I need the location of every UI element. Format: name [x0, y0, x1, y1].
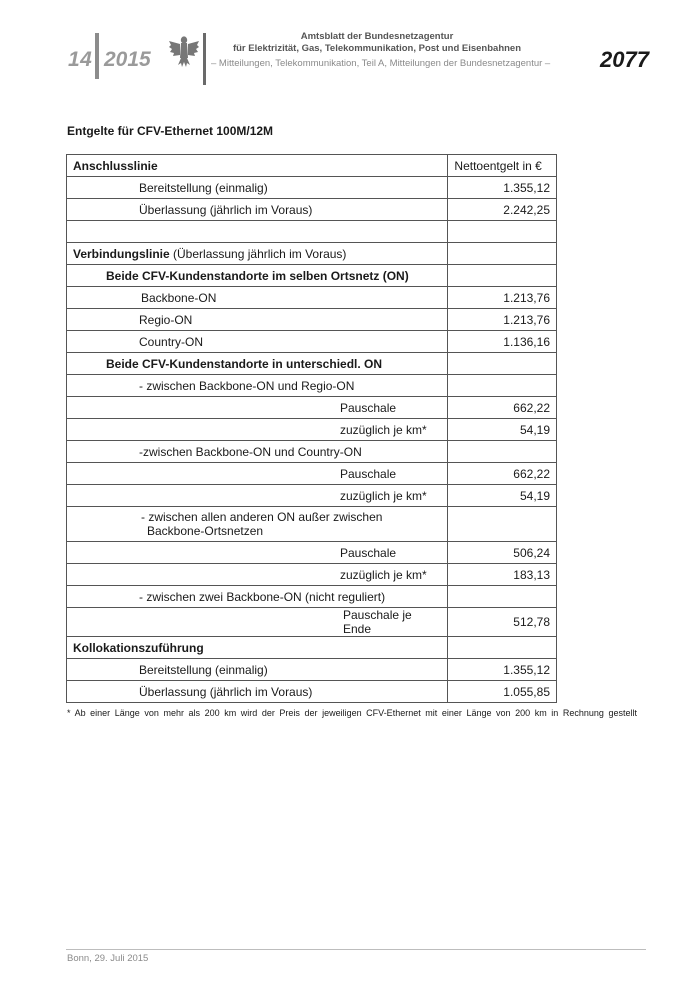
column-header-description: Anschlusslinie	[67, 155, 448, 177]
row-label: - zwischen zwei Backbone-ON (nicht reguliert)	[139, 589, 386, 604]
table-row	[67, 507, 557, 542]
row-value: 2.242,25	[448, 199, 557, 221]
row-value: 662,22	[448, 397, 557, 419]
row-value: 1.355,12	[448, 177, 557, 199]
row-label: zuzüglich je km*	[340, 567, 427, 582]
table-row	[67, 287, 557, 309]
row-label: -zwischen Backbone-ON und Country-ON	[139, 444, 362, 459]
table-row	[67, 397, 557, 419]
row-label: Pauschale	[340, 400, 397, 415]
publication-title-line1: Amtsblatt der Bundesnetzagentur	[300, 31, 454, 42]
row-value: 54,19	[448, 419, 557, 441]
row-label: zuzüglich je km*	[340, 488, 427, 503]
table-row	[67, 331, 557, 353]
subsection-heading: Beide CFV-Kundenstandorte im selben Ortsnetz (ON)	[106, 268, 409, 283]
table-row	[67, 659, 557, 681]
table-row	[67, 199, 557, 221]
header-divider-2	[203, 33, 206, 85]
footer-date: Bonn, 29. Juli 2015	[67, 953, 149, 964]
table-subsection-row	[67, 353, 557, 375]
row-label: Pauschale	[340, 545, 397, 560]
header-divider	[95, 33, 99, 79]
row-value: 506,24	[448, 542, 557, 564]
row-value: 1.213,76	[448, 309, 557, 331]
row-label: Bereitstellung (einmalig)	[139, 662, 268, 677]
row-label: Pauschale je Ende	[343, 608, 412, 636]
row-label: - zwischen Backbone-ON und Regio-ON	[139, 378, 355, 393]
table-row-empty	[67, 221, 557, 243]
section-heading-note: (Überlassung jährlich im Voraus)	[169, 246, 347, 261]
table-row	[67, 681, 557, 703]
table-row	[67, 375, 557, 397]
row-value: 1.055,85	[448, 681, 557, 703]
table-section-row	[67, 637, 557, 659]
row-label: Pauschale	[340, 466, 397, 481]
row-value	[448, 265, 557, 287]
subsection-heading: Beide CFV-Kundenstandorte in unterschiedl. ON	[106, 356, 383, 371]
row-label	[67, 221, 448, 243]
table-row	[67, 441, 557, 463]
row-label: Überlassung (jährlich im Voraus)	[139, 684, 313, 699]
table-row	[67, 608, 557, 637]
row-value	[448, 353, 557, 375]
page-title: Entgelte für CFV-Ethernet 100M/12M	[67, 124, 274, 138]
row-value	[448, 507, 557, 542]
row-value: 183,13	[448, 564, 557, 586]
row-value: 512,78	[448, 608, 557, 637]
table-subsection-row	[67, 265, 557, 287]
table-row	[67, 177, 557, 199]
row-value	[448, 637, 557, 659]
row-label-line1: - zwischen allen anderen ON außer zwischen	[141, 510, 383, 524]
page-number: 2077	[600, 47, 649, 72]
row-value: 662,22	[448, 463, 557, 485]
row-label: zuzüglich je km*	[340, 422, 427, 437]
publication-title-line2: für Elektrizität, Gas, Telekommunikation, Post und Eisenbahnen	[232, 43, 522, 54]
table-header-row	[67, 155, 557, 177]
row-value: 54,19	[448, 485, 557, 507]
section-heading: Kollokationszuführung	[67, 637, 448, 659]
issue-year: 2015	[104, 48, 151, 71]
row-value: 1.213,76	[448, 287, 557, 309]
row-value: 1.355,12	[448, 659, 557, 681]
row-value	[448, 221, 557, 243]
table-row	[67, 309, 557, 331]
row-label: Country-ON	[139, 334, 204, 349]
row-value	[448, 243, 557, 265]
footer-divider	[66, 949, 646, 950]
publication-subtitle: – Mitteilungen, Telekommunikation, Teil A, Mitteilungen der Bundesnetzagentur –	[211, 58, 551, 69]
federal-eagle-icon	[168, 34, 200, 68]
row-label: Überlassung (jährlich im Voraus)	[139, 202, 313, 217]
row-value	[448, 375, 557, 397]
row-label: Bereitstellung (einmalig)	[139, 180, 268, 195]
tariff-table	[66, 154, 557, 703]
table-row	[67, 586, 557, 608]
row-value	[448, 441, 557, 463]
row-label-line2: Backbone-Ortsnetzen	[147, 524, 264, 538]
column-header-price: Nettoentgelt in €	[448, 155, 557, 177]
table-row	[67, 463, 557, 485]
row-label: Backbone-ON	[141, 290, 217, 305]
table-row	[67, 419, 557, 441]
table-row	[67, 485, 557, 507]
table-section-row	[67, 243, 557, 265]
table-row	[67, 564, 557, 586]
issue-number: 14	[68, 48, 93, 71]
row-value	[448, 586, 557, 608]
row-value: 1.136,16	[448, 331, 557, 353]
footnote: * Ab einer Länge von mehr als 200 km wird der Preis der jeweiligen CFV-Ethernet mit einer Länge von 200 km in Rechnung gestellt	[67, 708, 637, 718]
row-label: Regio-ON	[139, 312, 193, 327]
section-heading: Verbindungslinie	[73, 246, 170, 261]
table-row	[67, 542, 557, 564]
